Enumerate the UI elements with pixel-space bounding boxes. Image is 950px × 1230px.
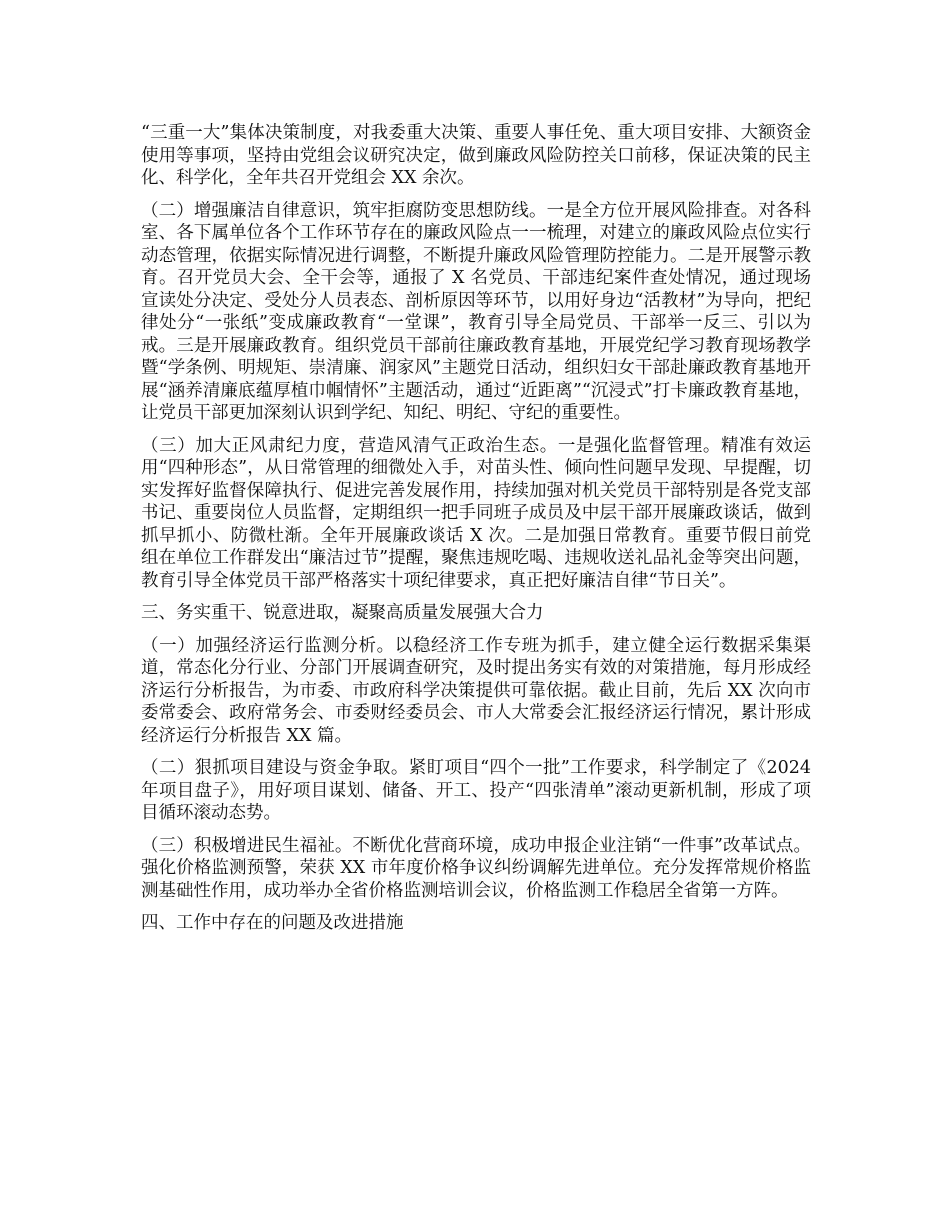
paragraph-project-funding: （二）狠抓项目建设与资金争取。紧盯项目“四个一批”工作要求，科学制定了《2024 年项目盘子》，用好项目谋划、储备、开工、投产“四张清单”滚动更新机制，形成了项目循环滚动态势。 [141, 758, 811, 823]
paragraph-collective-decision: “三重一大”集体决策制度，对我委重大决策、重要人事任免、重大项目安排、大额资金使用等事项，坚持由党组会议研究决定，做到廉政风险防控关口前移，保证决策的民主化、科学化，全年共召开党组会 XX 余次。 [141, 123, 811, 188]
section-heading-4: 四、工作中存在的问题及改进措施 [141, 913, 404, 933]
paragraph-livelihood: （三）积极增进民生福祉。不断优化营商环境，成功申报企业注销“一件事”改革试点。强化价格监测预警，荣获 XX 市年度价格争议纠纷调解先进单位。充分发挥常规价格监测基础性作用，成功举办全省价格监测培训会议，价格监测工作稳居全省第一方阵。 [141, 835, 811, 901]
paragraph-economic-monitoring: （一）加强经济运行监测分析。以稳经济工作专班为抓手，建立健全运行数据采集渠道，常态化分行业、分部门开展调查研究，及时提出务实有效的对策措施，每月形成经济运行分析报告，为市委、市政府科学决策提供可靠依据。截止目前，先后 XX 次向市委常委会、政府常务会、市委财经委员会、市人大常委会汇报经济运行情况，累计形成经济运行分析报告 XX 篇。 [141, 635, 811, 746]
section-heading-3: 三、务实重干、锐意进取，凝聚高质量发展强大合力 [141, 603, 544, 623]
paragraph-discipline-enforcement: （三）加大正风肃纪力度，营造风清气正政治生态。一是强化监督管理。精准有效运用“四种形态”，从日常管理的细微处入手，对苗头性、倾向性问题早发现、早提醒，切实发挥好监督保障执行、促进完善发展作用，持续加强对机关党员干部特别是各党支部书记、重要岗位人员监督，定期组织一把手同班子成员及中层干部开展廉政谈话，做到抓早抓小、防微杜渐。全年开展廉政谈话 X 次。二是加强日常教育。重要节假日前党组在单位工作群发出“廉洁过节”提醒，聚焦违规吃喝、违规收送礼品礼金等突出问题，教育引导全体党员干部严格落实十项纪律要求，真正把好廉洁自律“节日关”。 [141, 435, 811, 591]
document-body [141, 122, 811, 945]
paragraph-self-discipline: （二）增强廉洁自律意识，筑牢拒腐防变思想防线。一是全方位开展风险排查。对各科室、各下属单位各个工作环节存在的廉政风险点一一梳理，对建立的廉政风险点位实行动态管理，依据实际情况进行调整，不断提升廉政风险管理防控能力。二是开展警示教育。召开党员大会、全干会等，通报了 X 名党员、干部违纪案件查处情况，通过现场宣读处分决定、受处分人员表态、剖析原因等环节，以用好身边“活教材”为导向，把纪律处分“一张纸”变成廉政教育“一堂课”，教育引导全局党员、干部举一反三、引以为戒。三是开展廉政教育。组织党员干部前往廉政教育基地，开展党纪学习教育现场教学暨“学条例、明规矩、崇清廉、润家风”主题党日活动，组织妇女干部赴廉政教育基地开展“涵养清廉底蕴厚植巾帼情怀”主题活动，通过“近距离”“沉浸式”打卡廉政教育基地，让党员干部更加深刻认识到学纪、知纪、明纪、守纪的重要性。 [141, 200, 811, 423]
